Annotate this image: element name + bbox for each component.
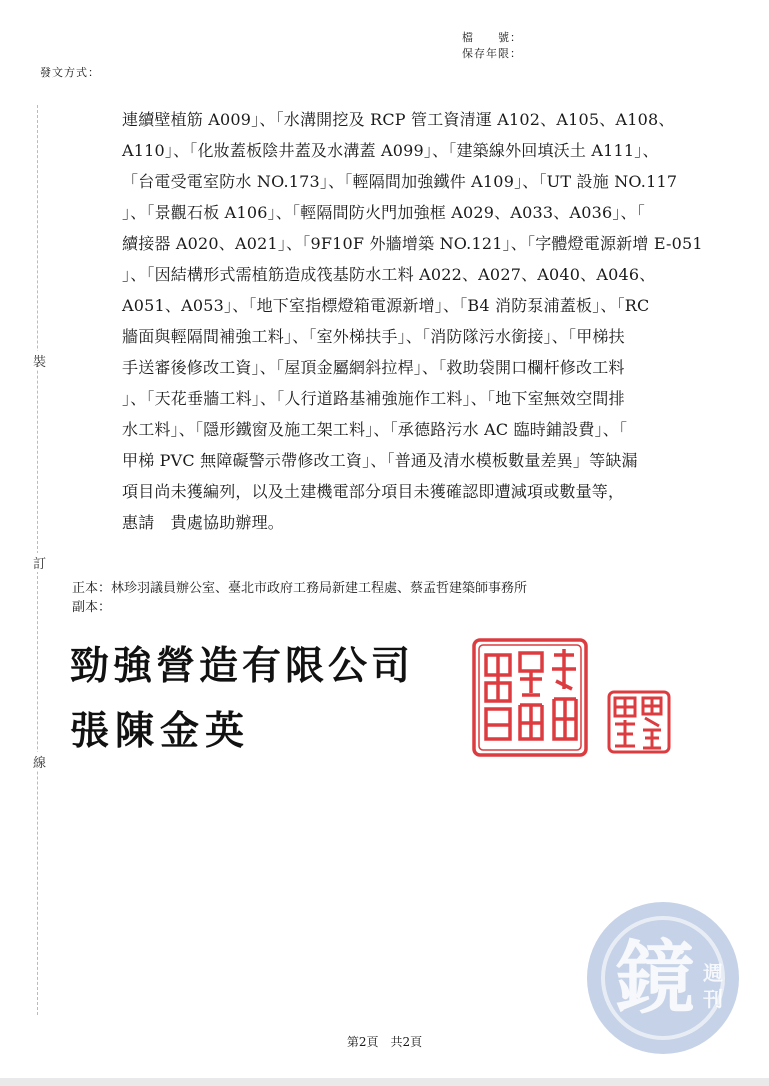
primary-recipients: 正本：林珍羽議員辦公室、臺北市政府工務局新建工程處、蔡孟哲建築師事務所 <box>72 581 528 596</box>
company-signature: 勁強營造有限公司 <box>70 643 415 689</box>
body-line: 手送審後修改工資」、「屋頂金屬網斜拉桿」、「救助袋開口欄杆修改工料 <box>122 358 625 377</box>
svg-text:刊: 刊 <box>703 987 723 1011</box>
body-line: A110」、「化妝蓋板陰井蓋及水溝蓋 A099」、「建築線外回填沃土 A111」、 <box>122 141 659 160</box>
svg-text:鏡: 鏡 <box>615 932 695 1025</box>
retention-period-label: 保存年限： <box>462 47 522 60</box>
body-line: 」、「天花垂牆工料」、「人行道路基補強施作工料」、「地下室無效空間排 <box>122 389 625 408</box>
representative-signature: 張陳金英 <box>70 708 251 754</box>
svg-text:週: 週 <box>703 961 723 985</box>
binding-mark-xian: 線 <box>33 752 46 771</box>
copy-recipients: 副本： <box>72 600 112 615</box>
body-line: 「台電受電室防水 NO.173」、「輕隔間加強鐵件 A109」、「UT 設施 NO.117 <box>122 172 678 191</box>
bottom-divider <box>0 1078 769 1086</box>
body-line: 惠請 貴處協助辦理。 <box>122 513 285 532</box>
binding-mark-ding: 訂 <box>33 553 46 572</box>
body-line: 」、「景觀石板 A106」、「輕隔間防火門加強框 A029、A033、A036」、「 <box>122 203 645 222</box>
body-line: 續接器 A020、A021」、「9F10F 外牆增築 NO.121」、「字體燈電源新增 E-051 <box>122 234 703 253</box>
file-number-label: 檔 號： <box>462 31 522 44</box>
binding-mark-zhuang: 裝 <box>33 351 46 370</box>
body-line: 甲梯 PVC 無障礙警示帶修改工資」、「普通及清水模板數量差異」等缺漏 <box>122 451 638 470</box>
page-number: 第2頁 共2頁 <box>346 1035 423 1049</box>
body-line: 水工料」、「隱形鐵窗及施工架工料」、「承德路污水 AC 臨時鋪設費」、「 <box>122 420 628 439</box>
body-line: 牆面與輕隔間補強工料」、「室外梯扶手」、「消防隊污水銜接」、「甲梯扶 <box>122 327 625 346</box>
body-line: 連續壁植筋 A009」、「水溝開挖及 RCP 管工資清運 A102、A105、A108、 <box>122 110 675 129</box>
dispatch-method-label: 發文方式： <box>40 66 100 79</box>
body-line: 項目尚未獲編列，以及土建機電部分項目未獲確認即遭減項或數量等， <box>122 482 625 501</box>
company-seal-stamp <box>470 635 590 760</box>
personal-seal-stamp <box>605 688 673 756</box>
body-line: 」、「因結構形式需植筋造成筏基防水工料 A022、A027、A040、A046、 <box>122 265 656 284</box>
body-line: A051、A053」、「地下室指標燈箱電源新增」、「B4 消防泵浦蓋板」、「RC <box>122 296 650 315</box>
